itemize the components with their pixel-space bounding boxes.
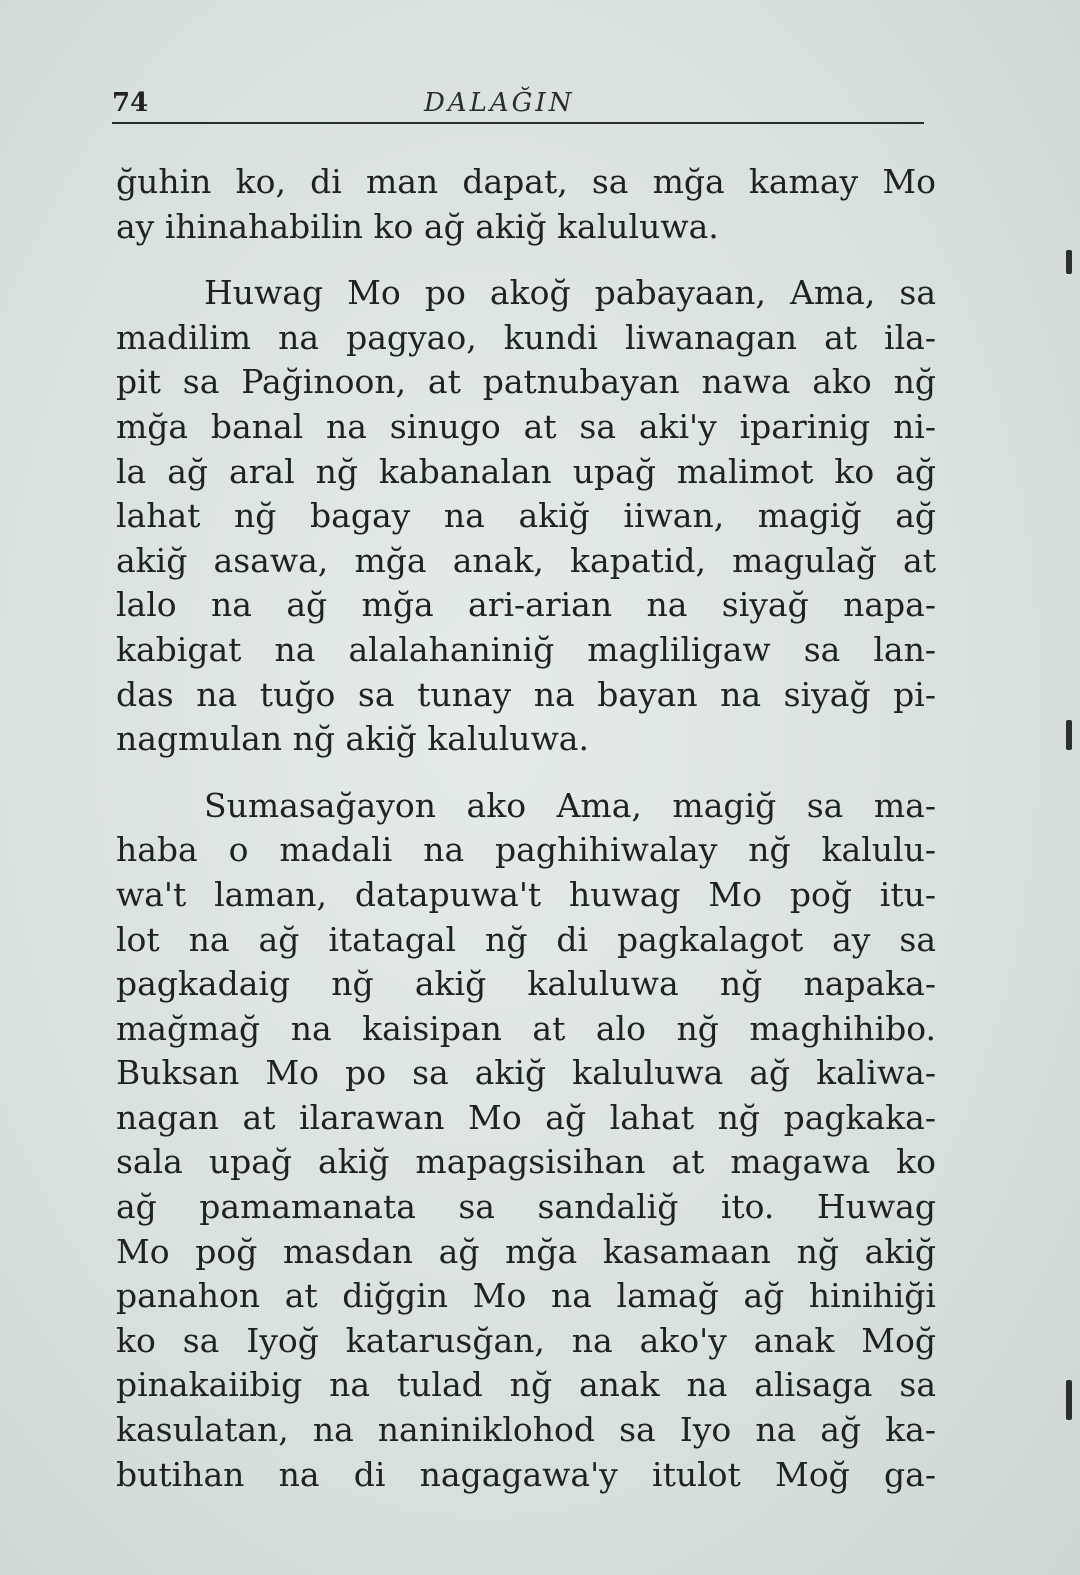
paragraph-1 <box>116 160 936 249</box>
text-line: Huwag Mo po akoğ pabayaan, Ama, sa <box>204 273 936 313</box>
text-line: Buksan Mo po sa akiğ kaluluwa ağ kaliwa- <box>116 1053 936 1093</box>
body-text <box>116 160 936 1497</box>
text-line: Mo poğ masdan ağ mğa kasamaan nğ akiğ <box>116 1231 936 1271</box>
text-line: haba o madali na paghihiwalay nğ kalulu- <box>116 830 936 870</box>
text-line: lalo na ağ mğa ari-arian na siyağ napa- <box>116 585 936 625</box>
text-line: sala upağ akiğ mapagsisihan at magawa ko <box>116 1142 936 1182</box>
page-edge-mark <box>1066 720 1072 750</box>
text-line: nagmulan nğ akiğ kaluluwa. <box>116 719 589 759</box>
text-line: pagkadaig nğ akiğ kaluluwa nğ napaka- <box>116 964 936 1004</box>
text-line: kasulatan, na naniniklohod sa Iyo na ağ ka- <box>116 1410 936 1450</box>
book-title: DALAĞIN <box>424 88 575 118</box>
paragraph-2 <box>116 271 936 762</box>
text-line: mğa banal na sinugo at sa aki'y iparinig ni- <box>116 406 936 446</box>
text-line: lot na ağ itatagal nğ di pagkalagot ay sa <box>116 919 936 959</box>
text-line: kabigat na alalahaniniğ magliligaw sa lan- <box>116 629 936 669</box>
text-line: pinakaiibig na tulad nğ anak na alisaga sa <box>116 1365 936 1405</box>
text-line: ko sa Iyoğ katarusğan, na ako'y anak Moğ <box>116 1320 936 1360</box>
text-line: lahat nğ bagay na akiğ iiwan, magiğ ağ <box>116 496 936 536</box>
text-line: la ağ aral nğ kabanalan upağ malimot ko ağ <box>116 451 936 491</box>
paragraph-gap <box>116 762 936 784</box>
text-line: madilim na pagyao, kundi liwanagan at ila- <box>116 317 936 357</box>
paragraph-gap <box>116 249 936 271</box>
page-number: 74 <box>112 88 149 118</box>
text-line: butihan na di nagagawa'y itulot Moğ ga- <box>116 1454 936 1494</box>
text-line: das na tuğo sa tunay na bayan na siyağ pi- <box>116 674 936 714</box>
paragraph-3 <box>116 784 936 1498</box>
text-line: wa't laman, datapuwa't huwag Mo poğ itu- <box>116 874 936 914</box>
text-line: ağ pamamanata sa sandaliğ ito. Huwag <box>116 1187 936 1227</box>
text-line: mağmağ na kaisipan at alo nğ maghihibo. <box>116 1008 936 1048</box>
text-line: pit sa Pağinoon, at patnubayan nawa ako nğ <box>116 362 936 402</box>
text-line: Sumasağayon ako Ama, magiğ sa ma- <box>204 785 936 825</box>
text-line: panahon at diğgin Mo na lamağ ağ hinihiği <box>116 1276 936 1316</box>
text-line: nagan at ilarawan Mo ağ lahat nğ pagkaka- <box>116 1097 936 1137</box>
text-line: akiğ asawa, mğa anak, kapatid, magulağ at <box>116 540 936 580</box>
text-line: ğuhin ko, di man dapat, sa mğa kamay Mo <box>116 162 936 201</box>
page-edge-mark <box>1066 250 1072 274</box>
running-head <box>112 82 924 124</box>
page-edge-mark <box>1066 1380 1072 1420</box>
text-line: ay ihinahabilin ko ağ akiğ kaluluwa. <box>116 206 719 246</box>
